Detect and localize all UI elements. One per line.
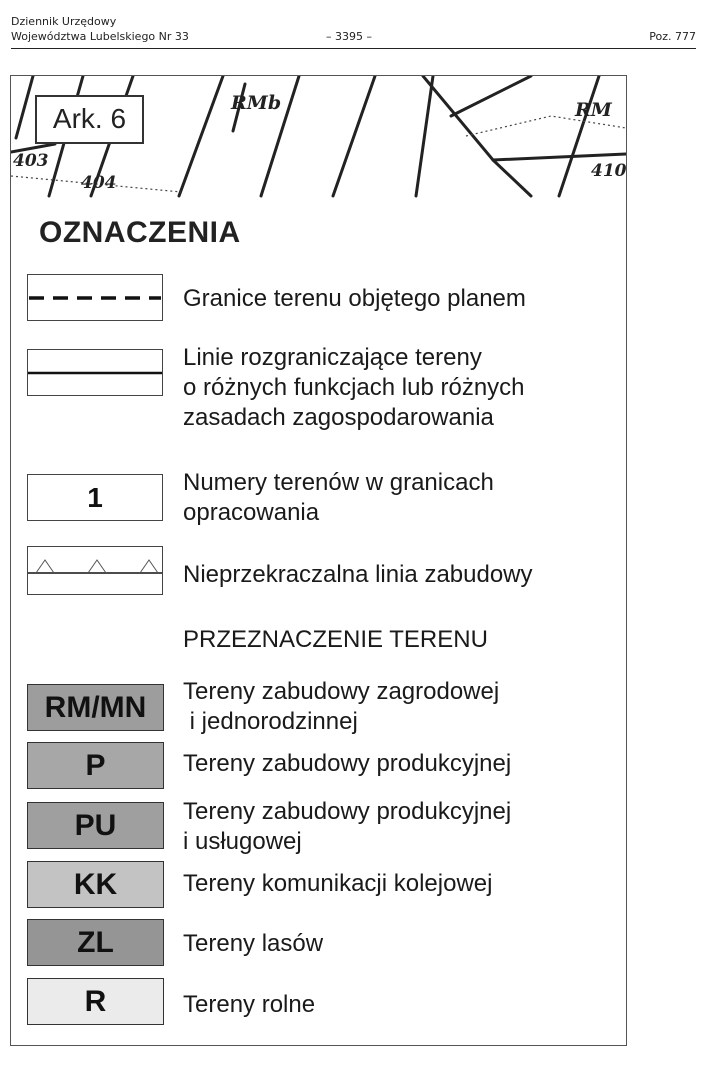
- zone-code-r: R: [27, 978, 164, 1025]
- area-number-symbol: 1: [27, 474, 163, 521]
- page-number: – 3395 –: [326, 30, 372, 43]
- zone-label-r: Tereny rolne: [183, 991, 316, 1018]
- zone-code-zl: ZL: [27, 919, 164, 966]
- dashed-line-icon: [28, 275, 162, 320]
- map-label-410: 410: [591, 161, 626, 181]
- document-header: [11, 15, 696, 49]
- building-line-label: Nieprzekraczalna linia zabudowy: [183, 561, 533, 588]
- map-label-404: 404: [81, 173, 117, 193]
- legend-title: OZNACZENIA: [39, 216, 241, 249]
- sheet-label: Ark. 6: [35, 95, 144, 144]
- dividing-line-symbol: [27, 349, 163, 396]
- area-number-label: Numery terenów w granicach opracowania: [183, 469, 494, 526]
- zone-label-pu: Tereny zabudowy produkcyjnej i usługowej: [183, 798, 512, 855]
- zone-code-kk: KK: [27, 861, 164, 908]
- plan-boundary-symbol: [27, 274, 163, 321]
- voivodeship-issue: Województwa Lubelskiego Nr 33: [11, 30, 189, 43]
- land-use-section-title: PRZEZNACZENIE TERENU: [183, 626, 488, 653]
- plan-boundary-label: Granice terenu objętego planem: [183, 285, 526, 312]
- position-number: Poz. 777: [649, 30, 696, 43]
- zone-code-pu: PU: [27, 802, 164, 849]
- legend-frame: [10, 75, 627, 1046]
- solid-line-icon: [28, 350, 162, 395]
- building-line-symbol: [27, 546, 163, 595]
- map-label-rmb: RMb: [231, 92, 282, 114]
- map-label-403: 403: [13, 151, 49, 171]
- journal-title: Dziennik Urzędowy: [11, 15, 117, 28]
- zone-label-rm-mn: Tereny zabudowy zagrodowej i jednorodzinnej: [183, 678, 500, 735]
- map-fragment: [11, 76, 626, 201]
- building-line-icon: [28, 547, 162, 594]
- dividing-line-label: Linie rozgraniczające tereny o różnych funkcjach lub różnych zasadach zagospodarowania: [183, 344, 525, 431]
- zone-label-kk: Tereny komunikacji kolejowej: [183, 870, 493, 897]
- zone-code-rm-mn: RM/MN: [27, 684, 164, 731]
- map-label-rm: RM: [575, 99, 612, 121]
- zone-label-p: Tereny zabudowy produkcyjnej: [183, 750, 512, 777]
- zone-label-zl: Tereny lasów: [183, 930, 324, 957]
- zone-code-p: P: [27, 742, 164, 789]
